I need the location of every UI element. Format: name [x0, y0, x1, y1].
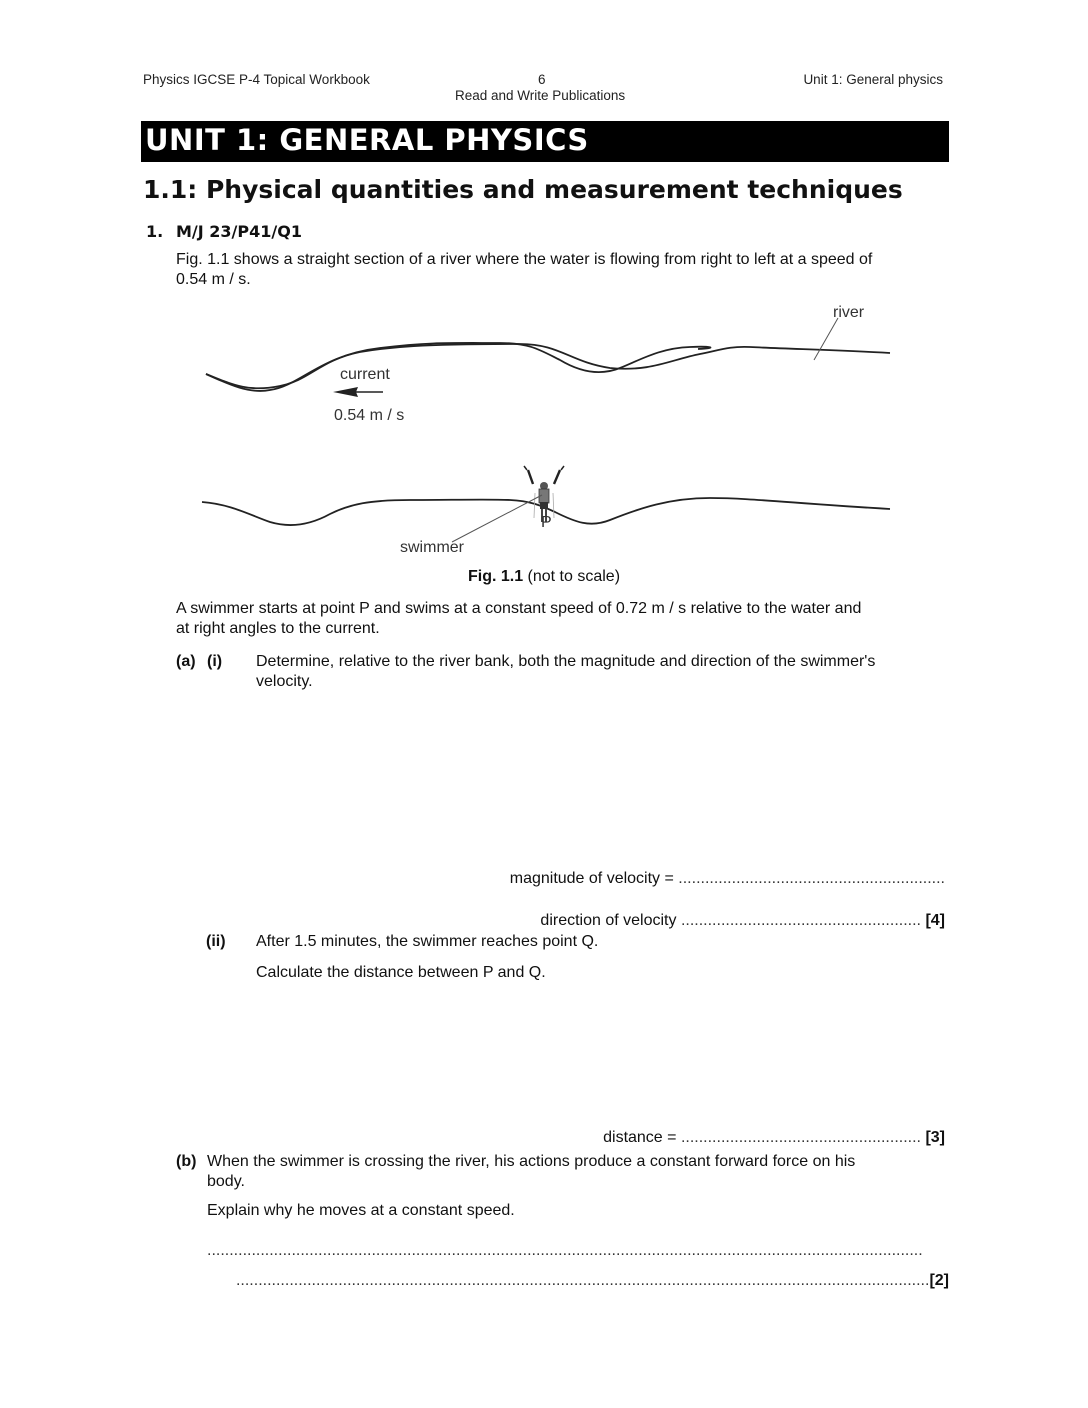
- part-a-i-text: [256, 652, 948, 692]
- header-right-unit: Unit 1: General physics: [803, 72, 943, 87]
- swimmer-label: swimmer: [400, 539, 464, 556]
- direction-label: direction of velocity: [540, 912, 681, 929]
- magnitude-answer-line[interactable]: [510, 870, 945, 888]
- magnitude-label: magnitude of velocity =: [509, 870, 679, 887]
- distance-answer-line[interactable]: [603, 1129, 945, 1147]
- figure-caption-note: (not to scale): [523, 568, 621, 585]
- question-intro: [176, 250, 948, 290]
- part-b-line-1: When the swimmer is crossing the river, his actions produce a constant forward force on his: [207, 1153, 856, 1170]
- intro-line-1: Fig. 1.1 shows a straight section of a river where the water is flowing from right to left at a speed of: [176, 251, 873, 268]
- part-a-i-line-2: velocity.: [256, 673, 313, 690]
- current-speed-label: 0.54 m / s: [334, 407, 405, 424]
- stem-line-1: A swimmer starts at point P and swims at a constant speed of 0.72 m / s relative to the water and: [176, 600, 862, 617]
- top-river-bank: [206, 343, 710, 391]
- part-a-ii-line-2: Calculate the distance between P and Q.: [256, 964, 546, 981]
- question-number: 1.: [146, 222, 164, 241]
- distance-label: distance =: [603, 1129, 681, 1146]
- section-title: 1.1: Physical quantities and measurement techniques: [143, 175, 903, 204]
- point-p-label: P: [541, 514, 552, 531]
- part-b-answer-field-1[interactable]: .................................................................................................................................................................: [207, 1242, 923, 1259]
- intro-line-2: 0.54 m / s.: [176, 271, 251, 288]
- part-a-i-line-1: Determine, relative to the river bank, both the magnitude and direction of the swimmer's: [256, 653, 876, 670]
- swimmer-pointer-line: [452, 495, 542, 542]
- part-b-answer-line-2[interactable]: [207, 1272, 949, 1290]
- unit-title: UNIT 1: GENERAL PHYSICS: [145, 123, 589, 157]
- publisher: Read and Write Publications: [455, 88, 626, 103]
- stem-line-2: at right angles to the current.: [176, 620, 380, 637]
- part-b-prompt: Explain why he moves at a constant speed.: [207, 1202, 515, 1219]
- part-b-label: (b): [176, 1153, 197, 1170]
- river-label: river: [833, 304, 865, 321]
- question-stem: [176, 599, 948, 639]
- left-arrow-icon: [333, 387, 358, 397]
- header-left-title: Physics IGCSE P-4 Topical Workbook: [143, 72, 370, 87]
- page-number: 6: [538, 72, 546, 87]
- question-reference: M/J 23/P41/Q1: [176, 222, 302, 241]
- river-diagram-svg: [190, 290, 910, 570]
- part-b-answer-field-2[interactable]: ............................................................................................................................................................: [235, 1272, 930, 1289]
- figure-caption-number: Fig. 1.1: [467, 568, 524, 585]
- part-a-ii-label: (ii): [206, 933, 226, 950]
- marks-a-i: [4]: [925, 912, 945, 929]
- part-a-ii-line-1: After 1.5 minutes, the swimmer reaches point Q.: [256, 933, 599, 950]
- figure-river-diagram: [190, 290, 910, 570]
- current-label: current: [340, 366, 390, 383]
- part-a-i-label: (i): [207, 653, 223, 670]
- part-b-line-2: body.: [207, 1173, 245, 1190]
- part-b-text: [207, 1152, 949, 1192]
- marks-a-ii: [3]: [925, 1129, 945, 1146]
- part-a-label: (a): [176, 653, 196, 670]
- direction-answer-line[interactable]: [540, 912, 945, 930]
- part-b-answer-line-1[interactable]: [207, 1242, 949, 1260]
- distance-answer-field[interactable]: ......................................................: [680, 1129, 921, 1146]
- magnitude-answer-field[interactable]: ............................................................: [678, 870, 945, 887]
- direction-answer-field[interactable]: ......................................................: [680, 912, 921, 929]
- river-pointer-line: [814, 318, 838, 360]
- figure-caption: [0, 568, 1088, 586]
- marks-b: [2]: [929, 1272, 949, 1289]
